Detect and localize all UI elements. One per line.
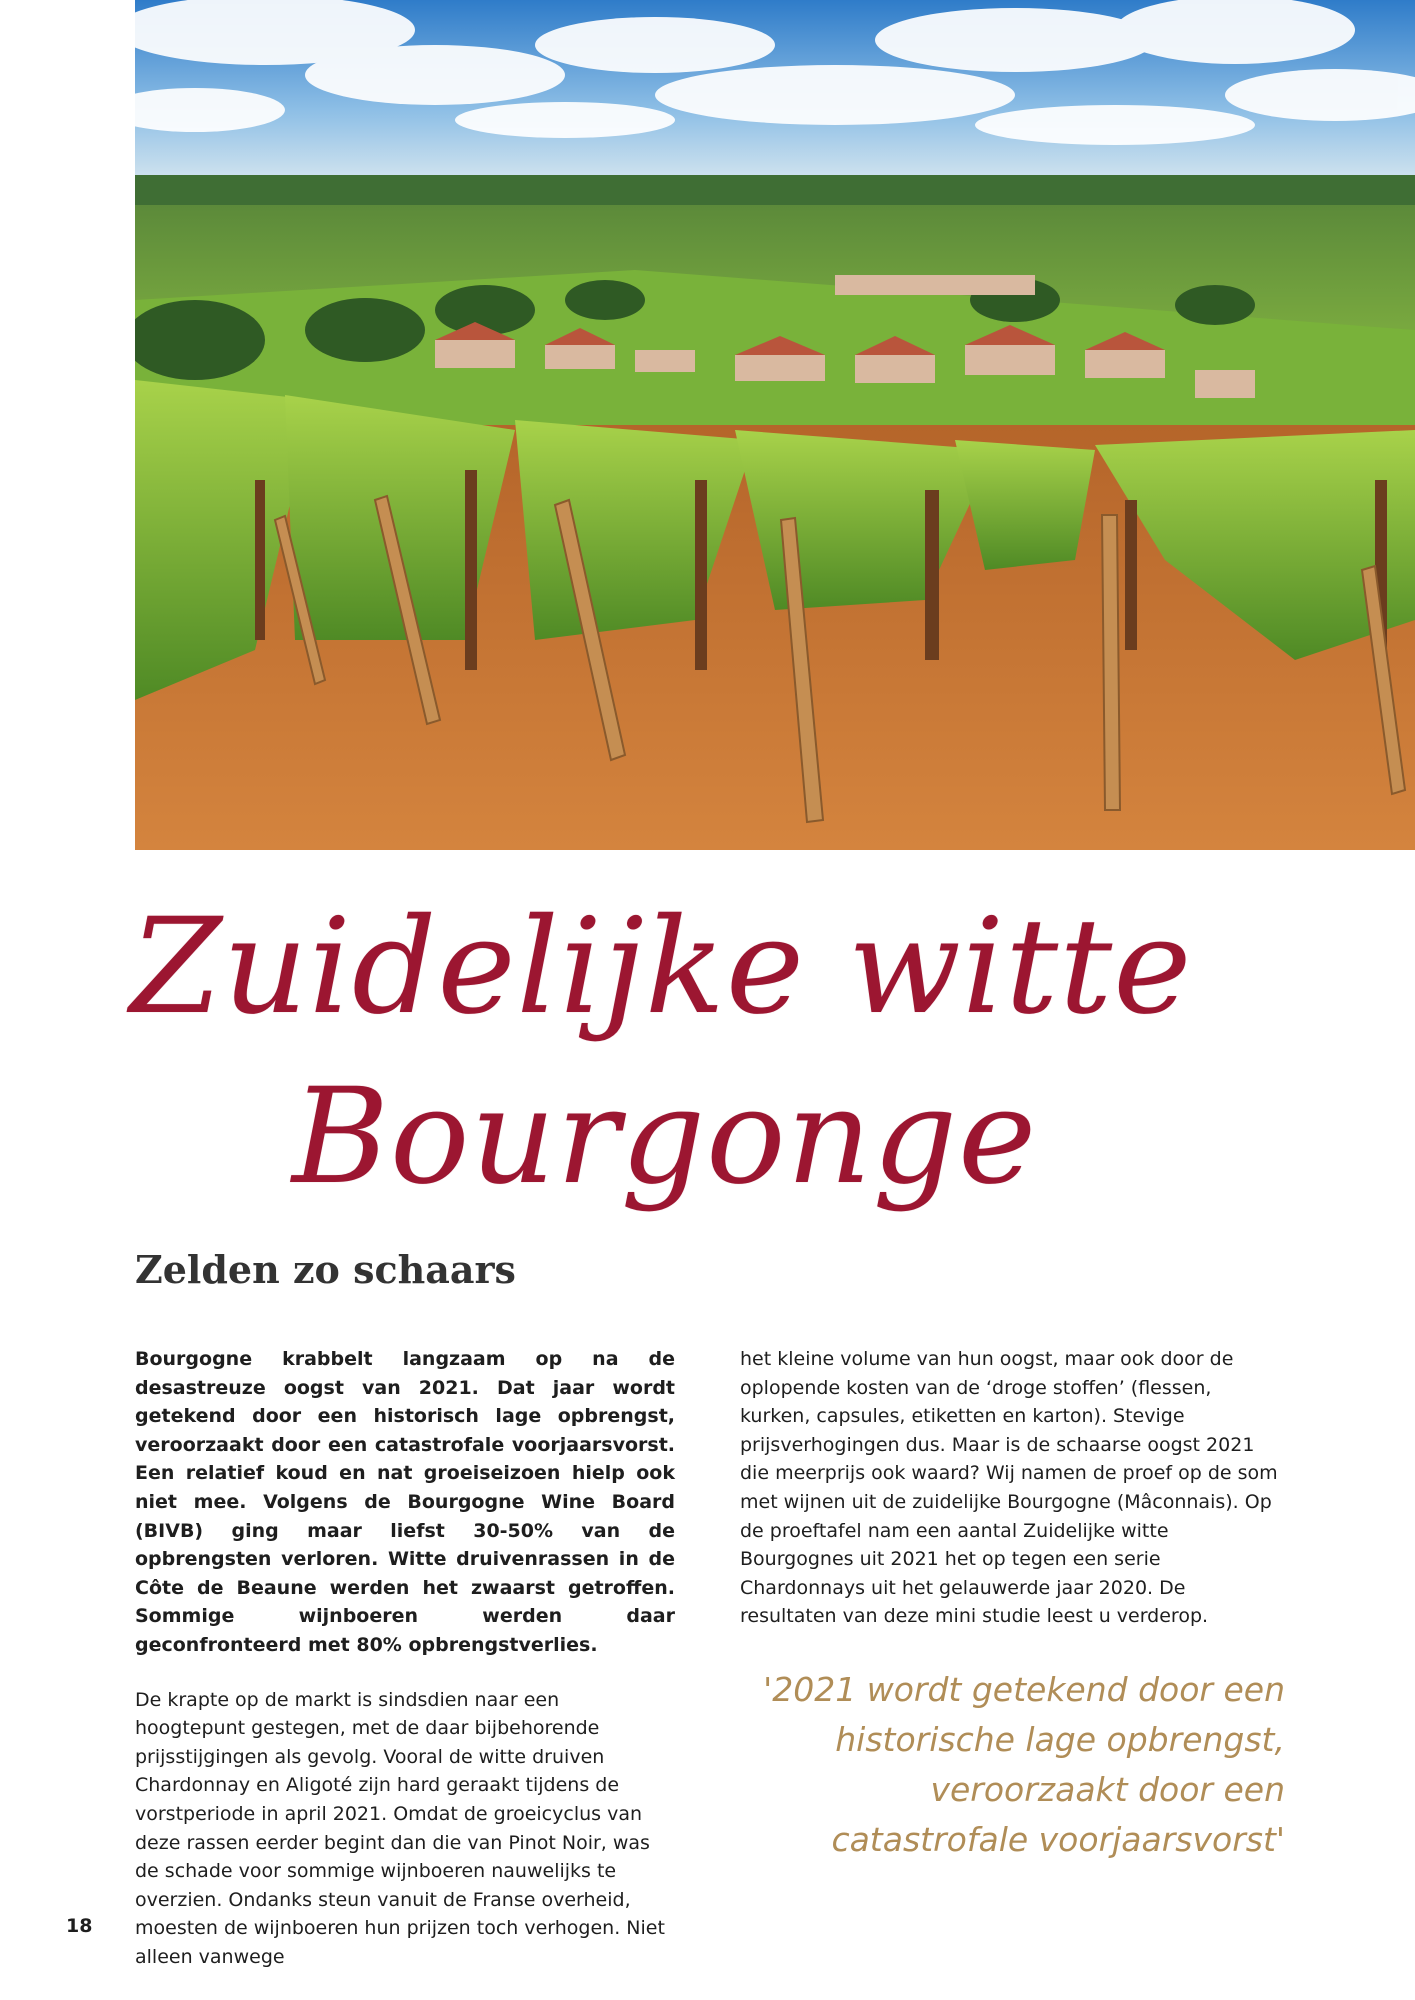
article-subtitle: Zelden zo schaars — [135, 1247, 516, 1292]
article-column-right — [740, 1345, 1282, 1631]
article-title-line-1: Zuidelijke witte — [130, 890, 1193, 1044]
vineyard-landscape-photo — [135, 0, 1415, 850]
article-title-line-2: Bourgonge — [292, 1060, 1038, 1214]
article-column-left — [135, 1345, 675, 1971]
article-body-paragraph: het kleine volume van hun oogst, maar ook door de oplopende kosten van de ‘droge stoffen’ (flessen, kurken, capsules, etiketten en karton). Stevige prijsverhogingen dus. Maar is de schaarse oogst 2021 die meerprijs ook waard? Wij namen de proef op de som met wijnen uit de zuidelijke Bourgogne (Mâconnais). Op de proeftafel nam een aantal Zuidelijke witte Bourgognes uit 2021 het op tegen een serie Chardonnays uit het gelauwerde jaar 2020. De resultaten van deze mini studie leest u verderop. — [740, 1348, 1278, 1628]
article-intro: Bourgogne krabbelt langzaam op na de desastreuze oogst van 2021. Dat jaar wordt getekend door een historisch lage opbrengst, veroorzaakt door een catastrofale voorjaarsvorst. Een relatief koud en nat groeiseizoen hielp ook niet mee. Volgens de Bourgogne Wine Board (BIVB) ging maar liefst 30-50% van de opbrengsten verloren. Witte druivenrassen in de Côte de Beaune werden het zwaarst getroffen. Sommige wijnboeren werden daar geconfronteerd met 80% opbrengstverlies. — [135, 1348, 675, 1656]
pull-quote: '2021 wordt getekend door een historische lage opbrengst, veroorzaakt door een catastrofale voorjaarsvorst' — [763, 1670, 1285, 1859]
page-number: 18 — [66, 1915, 93, 1937]
article-body-paragraph: De krapte op de markt is sindsdien naar een hoogtepunt gestegen, met de daar bijbehorende prijsstijgingen als gevolg. Vooral de witte druiven Chardonnay en Aligoté zijn hard geraakt tijdens de vorstperiode in april 2021. Omdat de groeicyclus van deze rassen eerder begint dan die van Pinot Noir, was de schade voor sommige wijnboeren nauwelijks te overzien. Ondanks steun vanuit de Franse overheid, moesten de wijnboeren hun prijzen toch verhogen. Niet alleen vanwege — [135, 1688, 665, 1968]
